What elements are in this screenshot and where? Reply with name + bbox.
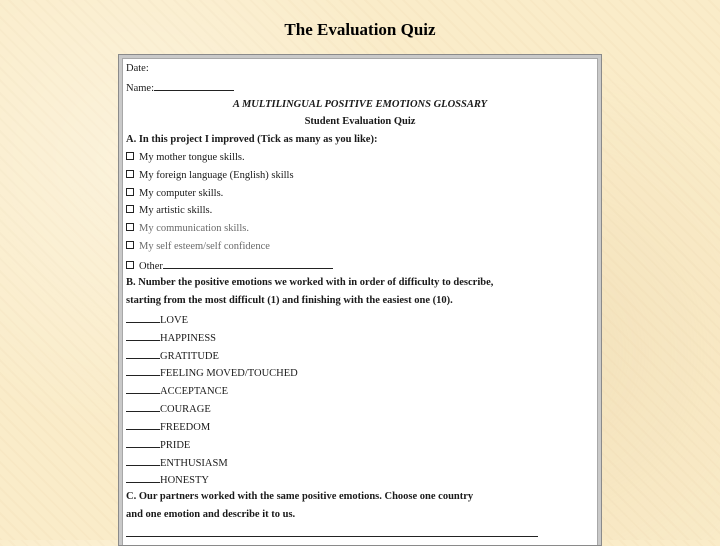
name-blank [154, 81, 234, 91]
rank-blank [126, 438, 160, 448]
rank-blank [126, 402, 160, 412]
checkbox-icon [126, 223, 134, 231]
section-b-heading-line2: starting from the most difficult (1) and finishing with the easiest one (10). [126, 295, 453, 306]
section-a-option: My mother tongue skills. [126, 152, 245, 163]
emotion-rank-row: PRIDE [126, 438, 190, 451]
checkbox-icon [126, 205, 134, 213]
rank-blank [126, 349, 160, 359]
section-a-option: My communication skills. [126, 223, 249, 234]
section-a-option: My artistic skills. [126, 205, 212, 216]
emotion-rank-row: HAPPINESS [126, 331, 216, 344]
rank-blank [126, 473, 160, 483]
date-field [126, 63, 149, 74]
section-c-heading-line2: and one emotion and describe it to us. [126, 509, 296, 520]
emotion-rank-row: ENTHUSIASM [126, 456, 228, 469]
rank-blank [126, 420, 160, 430]
emotion-rank-row: HONESTY [126, 473, 209, 486]
section-b-heading-line1: B. Number the positive emotions we worked with in order of difficulty to describe, [126, 277, 494, 288]
checkbox-icon [126, 261, 134, 269]
rank-blank [126, 313, 160, 323]
emotion-rank-row: COURAGE [126, 402, 211, 415]
emotion-rank-row: ACCEPTANCE [126, 384, 228, 397]
section-a-option: My foreign language (English) skills [126, 170, 294, 181]
emotion-rank-row: FREEDOM [126, 420, 210, 433]
section-c-heading-line1: C. Our partners worked with the same positive emotions. Choose one country [126, 491, 474, 502]
checkbox-icon [126, 188, 134, 196]
rank-blank [126, 366, 160, 376]
checkbox-icon [126, 170, 134, 178]
quiz-title: Student Evaluation Quiz [304, 116, 416, 127]
document-image-frame [118, 54, 602, 546]
rank-blank [126, 456, 160, 466]
other-blank [163, 259, 333, 269]
checkbox-icon [126, 152, 134, 160]
rank-blank [126, 331, 160, 341]
section-a-heading: A. In this project I improved (Tick as many as you like): [126, 134, 378, 145]
emotion-rank-row: FEELING MOVED/TOUCHED [126, 366, 298, 379]
checkbox-icon [126, 241, 134, 249]
glossary-title: A MULTILINGUAL POSITIVE EMOTIONS GLOSSARY [232, 99, 488, 110]
name-label: Name: [126, 83, 154, 94]
rank-blank [126, 384, 160, 394]
quiz-document [122, 58, 598, 545]
section-a-option: My self esteem/self confidence [126, 241, 270, 252]
section-a-option: My computer skills. [126, 188, 223, 199]
date-label: Date: [126, 63, 149, 74]
emotion-rank-row: LOVE [126, 313, 188, 326]
section-a-option-other: Other [126, 259, 333, 272]
emotion-rank-row: GRATITUDE [126, 349, 219, 362]
slide-title: The Evaluation Quiz [284, 20, 436, 39]
name-field [126, 81, 234, 94]
answer-line [126, 536, 538, 537]
